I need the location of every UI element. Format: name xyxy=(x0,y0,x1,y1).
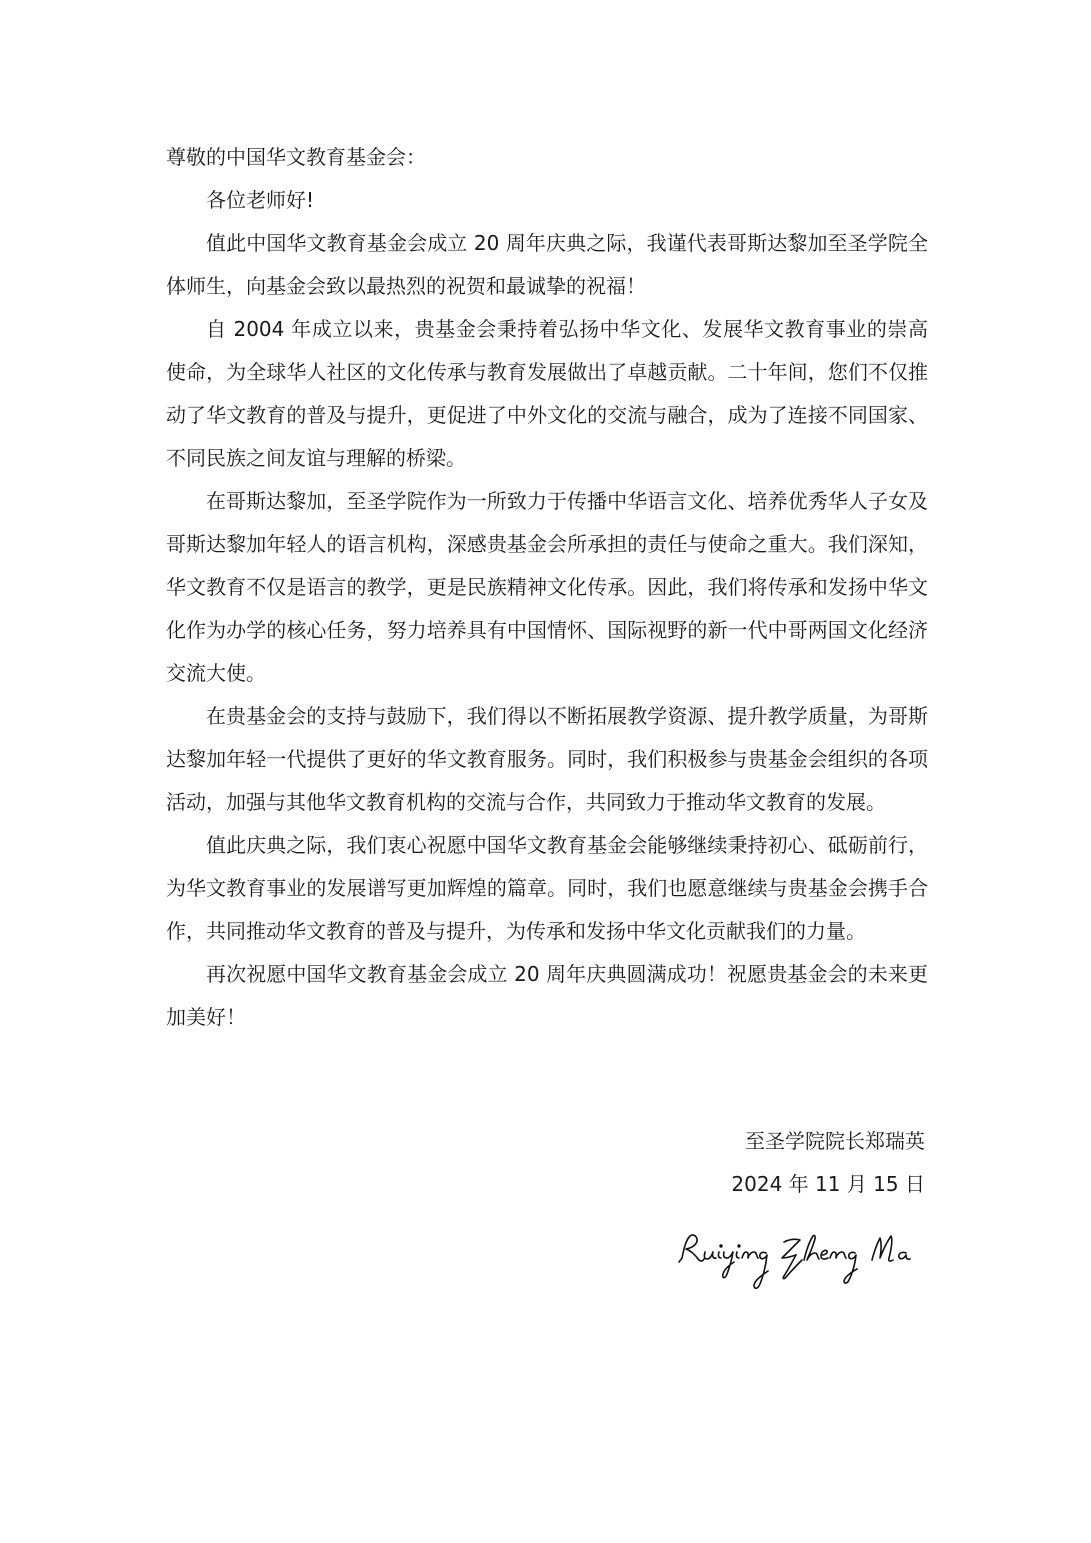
closing-block xyxy=(731,1120,925,1206)
letter-date: 2024 年 11 月 15 日 xyxy=(731,1172,925,1196)
signature-graphic xyxy=(672,1224,932,1298)
letter-body xyxy=(166,136,928,1039)
paragraph-history: 自 2004 年成立以来，贵基金会秉持着弘扬中华文化、发展华文教育事业的崇高使命，为全球华人社区的文化传承与教育发展做出了卓越贡献。二十年间，您们不仅推动了华文教育的普及与提升，更促进了中外文化的交流与融合，成为了连接不同国家、不同民族之间友谊与理解的桥梁。 xyxy=(166,317,928,470)
paragraph-congratulations: 值此中国华文教育基金会成立 20 周年庆典之际，我谨代表哥斯达黎加至圣学院全体师生，向基金会致以最热烈的祝贺和最诚挚的祝福！ xyxy=(166,231,928,298)
salutation: 尊敬的中国华文教育基金会： xyxy=(166,145,426,169)
greeting-line: 各位老师好! xyxy=(206,188,315,212)
paragraph-school-mission: 在哥斯达黎加，至圣学院作为一所致力于传播中华语言文化、培养优秀华人子女及哥斯达黎加年轻人的语言机构，深感贵基金会所承担的责任与使命之重大。我们深知，华文教育不仅是语言的教学，更是民族精神文化传承。因此，我们将传承和发扬中华文化作为办学的核心任务，努力培养具有中国情怀、国际视野的新一代中哥两国文化经济交流大使。 xyxy=(166,489,928,685)
paragraph-final-wishes: 再次祝愿中国华文教育基金会成立 20 周年庆典圆满成功！祝愿贵基金会的未来更加美好！ xyxy=(166,962,928,1029)
handwritten-signature xyxy=(672,1224,932,1298)
paragraph-wishes: 值此庆典之际，我们衷心祝愿中国华文教育基金会能够继续秉持初心、砥砺前行，为华文教育事业的发展谱写更加辉煌的篇章。同时，我们也愿意继续与贵基金会携手合作，共同推动华文教育的普及与提升，为传承和发扬中华文化贡献我们的力量。 xyxy=(166,833,928,943)
sender-name: 至圣学院院长郑瑞英 xyxy=(745,1129,925,1153)
paragraph-support: 在贵基金会的支持与鼓励下，我们得以不断拓展教学资源、提升教学质量，为哥斯达黎加年轻一代提供了更好的华文教育服务。同时，我们积极参与贵基金会组织的各项活动，加强与其他华文教育机构的交流与合作，共同致力于推动华文教育的发展。 xyxy=(166,704,928,814)
